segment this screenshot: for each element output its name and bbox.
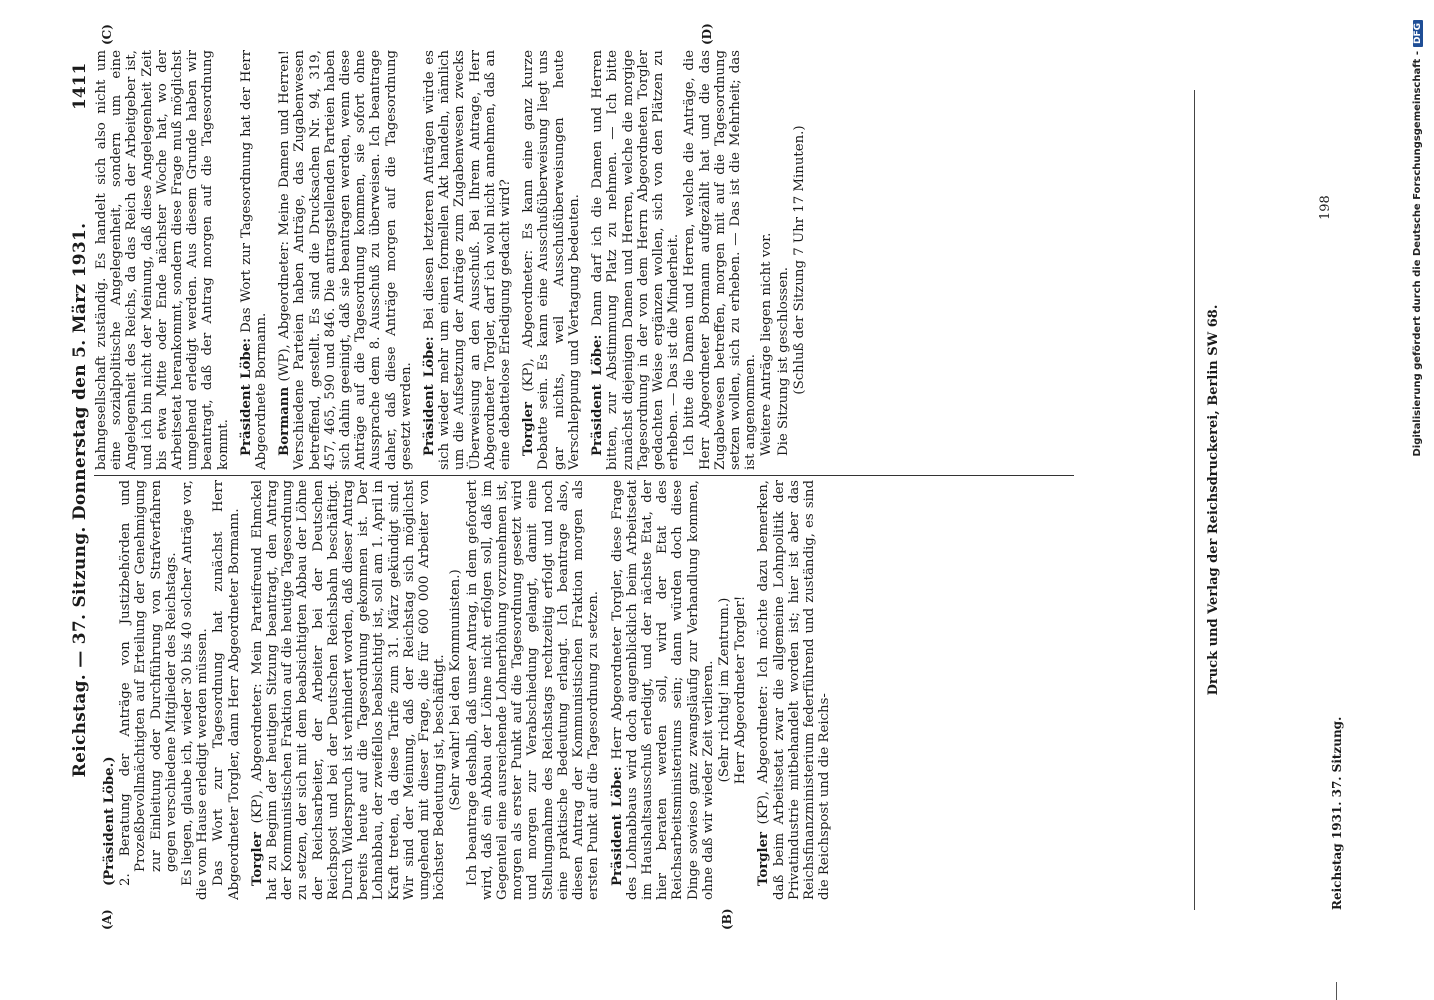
speaker-name: Präsident Löbe: <box>609 766 625 886</box>
right-column-paragraph <box>239 50 269 470</box>
imprint-rule <box>1194 90 1195 910</box>
right-column-paragraph: Ich bitte die Damen und Herren, welche die Anträge, die Herr Abgeordneter Bormann aufgezählt hat und die das Zugabewesen betreffen, morgen mit auf die Tagesordnung setzen wollen, sich zu erheben. — Das ist die Mehrheit; das ist angenommen. <box>682 50 759 470</box>
right-column-paragraph: (Schluß der Sitzung 7 Uhr 17 Minuten.) <box>791 125 807 395</box>
digitization-credit <box>1412 20 1423 1000</box>
right-column-paragraph: Die Sitzung ist geschlossen. <box>775 266 791 456</box>
speaker-name: Torgler <box>521 401 537 456</box>
speech-text: (WP), Abgeordneter: Meine Damen und Herren! Verschiedene Parteien haben Anträge, das Zugabenwesen betreffend, gestellt. Es sind die Drucksachen Nr. 94, 319, 457, 465, 590 und 846. Die antragstellenden Parteien haben sich dahin geeinigt, daß sie beantragen werden, wenn diese Anträge auf die Tagesordnung kommen, sie sofort ohne Aussprache dem 8. Ausschuß zu überweisen. Ich beantrage daher, daß diese Anträge morgen auf die Tagesordnung gesetzt werden. <box>277 50 414 470</box>
speech-text: (KP), Abgeordneter: Es kann eine ganz kurze Debatte sein. Es kann eine Ausschußüberweisung liegt uns gar nichts, weil Ausschußüberweisungen heute Verschleppung und Vertagung bedeuten. <box>521 50 582 470</box>
speech-text: (KP), Abgeordneter: Ich möchte dazu bemerken, daß beim Arbeitsetat zwar die allgemeine Lohnpolitik der Privatindustrie mitbehandelt worden ist; hier ist aber das Reichsfinanzministerium federführend und zuständig, es sind die Reichspost und die Reichs- <box>756 480 833 900</box>
left-column-paragraph <box>102 480 117 900</box>
speaker-name: Präsident Löbe: <box>422 336 438 456</box>
left-column-paragraph <box>756 480 832 900</box>
digitization-text: Digitalisierung gefördert durch die Deutsche Forschungsgemeinschaft - <box>1412 51 1423 457</box>
dfg-logo-icon: DFG <box>1413 20 1423 47</box>
footer-session-label: Reichstag 1931. 37. Sitzung. <box>1330 716 1344 910</box>
speech-text: (KP), Abgeordneter: Mein Parteifreund Ehmckel hat zu Beginn der heutigen Sitzung beantragt, den Antrag der Kommunistischen Fraktion auf die heutige Tagesordnung zu setzen, der sich mit dem beabsichtigten Abbau der Löhne der Reichsarbeiter, der Arbeiter bei der Deutschen Reichspost und bei der Deutschen Reichsbahn beschäftigt. Durch Widerspruch ist verhindert worden, daß dieser Antrag bereits heute auf die Tagesordnung gekommen ist. Der Lohnabbau, der zweifellos beabsichtigt ist, soll am 1. April in Kraft treten, da diese Tarife zum 31. März gekündigt sind. Wir sind der Meinung, daß der Reichstag sich möglichst umgehend mit dieser Frage, die für 600 000 Arbeiter von höchster Bedeutung ist, beschäftigt. <box>249 480 448 900</box>
imprint-line: Druck und Verlag der Reichsdruckerei, Berlin SW 68. <box>1206 304 1221 696</box>
margin-mark-b: (B) <box>720 908 734 930</box>
left-column-paragraph: (Sehr richtig! im Zentrum.) <box>716 597 732 783</box>
right-column-paragraph <box>521 50 582 470</box>
scan-edge-mark <box>1336 982 1337 1000</box>
left-column-paragraph <box>250 480 448 900</box>
speech-text: Herr Abgeordneter Torgler, diese Frage des Lohnabbaus wird doch augenblicklich beim Arbeitsetat im Haushaltsausschuß erledigt, und der nächste Etat, der hier beraten werden soll, wird der Etat des Reichsarbeitsministeriums sein; dann würden doch diese Dinge sowieso ganz zwangsläufig zur Verhandlung kommen, ohne daß wir wieder Zeit verlieren. <box>609 480 716 900</box>
speaker-name: Präsident Löbe: <box>238 337 254 456</box>
speech-text: Das Wort zur Tagesordnung hat der Herr Abgeordnete Bormann. <box>238 50 270 470</box>
left-column-paragraph <box>610 480 716 900</box>
right-column-paragraph: bahngesellschaft zuständig. Es handelt sich also nicht um eine sozialpolitische Angelegenheit, sondern um eine Angelegenheit des Reichs, da das Reich der Arbeitgeber ist, und ich bin nicht der Meinung, daß diese Angelegenheit Zeit bis etwa Mitte oder Ende nächster Woche hat, wo der Arbeitsetat herankommt, sondern diese Frage muß möglichst umgehend erledigt werden. Aus diesem Grunde haben wir beantragt, daß der Antrag morgen auf die Tagesordnung kommt. <box>94 50 231 470</box>
left-column-paragraph: Es liegen, glaube ich, wieder 30 bis 40 solcher Anträge vor, die vom Hause erledigt werden müssen. <box>180 480 211 900</box>
speaker-name: Torgler <box>756 831 772 886</box>
margin-mark-c: (C) <box>100 24 114 45</box>
left-text-column <box>94 480 1094 900</box>
page-number: 1411 <box>70 62 90 110</box>
left-column-paragraph: Herr Abgeordneter Torgler! <box>733 595 749 785</box>
speaker-name: Torgler <box>249 831 265 886</box>
footer-sheet-number: 198 <box>1318 195 1333 220</box>
left-column-paragraph: Das Wort zur Tagesordnung hat zunächst Herr Abgeordneter Torgler, dann Herr Abgeordneter Bormann. <box>211 480 242 900</box>
left-column-paragraph: Ich beantrage deshalb, daß unser Antrag, in dem gefordert wird, daß ein Abbau der Löhne nicht erfolgen soll, daß im Gegenteil eine ausreichende Lohnerhöhung vorzunehmen ist, morgen als erster Punkt auf die Tagesordnung gesetzt wird und morgen zur Verabschiedung gelangt, damit eine Stellungnahme des Reichstags rechtzeitig erfolgt und noch eine praktische Bedeutung erlangt. Ich beantrage also, diesen Antrag der Kommunistischen Fraktion morgen als ersten Punkt auf die Tagesordnung zu setzen. <box>464 480 602 900</box>
left-column-paragraph: (Sehr wahr! bei den Kommunisten.) <box>448 569 464 811</box>
speaker-name: Präsident Löbe: <box>590 334 606 456</box>
speech-text: Dann darf ich die Damen und Herren bitten, zur Abstimmung Platz zu nehmen. — Ich bitte zunächst diejenigen Damen und Herren, welche die morgige Tagesordnung in der von dem Herrn Abgeordneten Torgler gedachten Weise ergänzen wollen, sich von den Plätzen zu erheben. — Das ist die Minderheit. <box>590 50 682 470</box>
right-column-paragraph <box>277 50 414 470</box>
right-column-paragraph <box>422 50 513 470</box>
left-column-paragraph: 2. Beratung der Anträge von Justizbehörden und Prozeßbevollmächtigten auf Erteilung der Genehmigung zur Einleitung oder Durchführung von Strafverfahren gegen verschiedene Mitglieder des Reichstags. <box>118 480 179 886</box>
right-column-paragraph: Weitere Anträge liegen nicht vor. <box>759 232 775 456</box>
speaker-name: (Präsident Löbe.) <box>102 756 117 886</box>
margin-mark-a: (A) <box>100 909 114 930</box>
column-divider <box>94 475 1074 476</box>
right-text-column <box>94 50 1094 470</box>
margin-mark-d: (D) <box>700 23 714 45</box>
page-header-title: Reichstag. — 37. Sitzung. Donnerstag den 5. März 1931. <box>70 222 90 778</box>
right-column-paragraph <box>590 50 681 470</box>
speaker-name: Bormann <box>277 386 293 456</box>
speech-text: Bei diesen letzteren Anträgen würde es sich wieder mehr um einen formellen Akt handeln, nämlich um die Aufsetzung der Anträge zum Zugabenwesen zwecks Überweisung an den Ausschuß. Bei Ihrem Antrage, Herr Abgeordneter Torgler, darf ich wohl nicht annehmen, daß an eine debattelose Erledigung gedacht wird? <box>422 50 514 470</box>
